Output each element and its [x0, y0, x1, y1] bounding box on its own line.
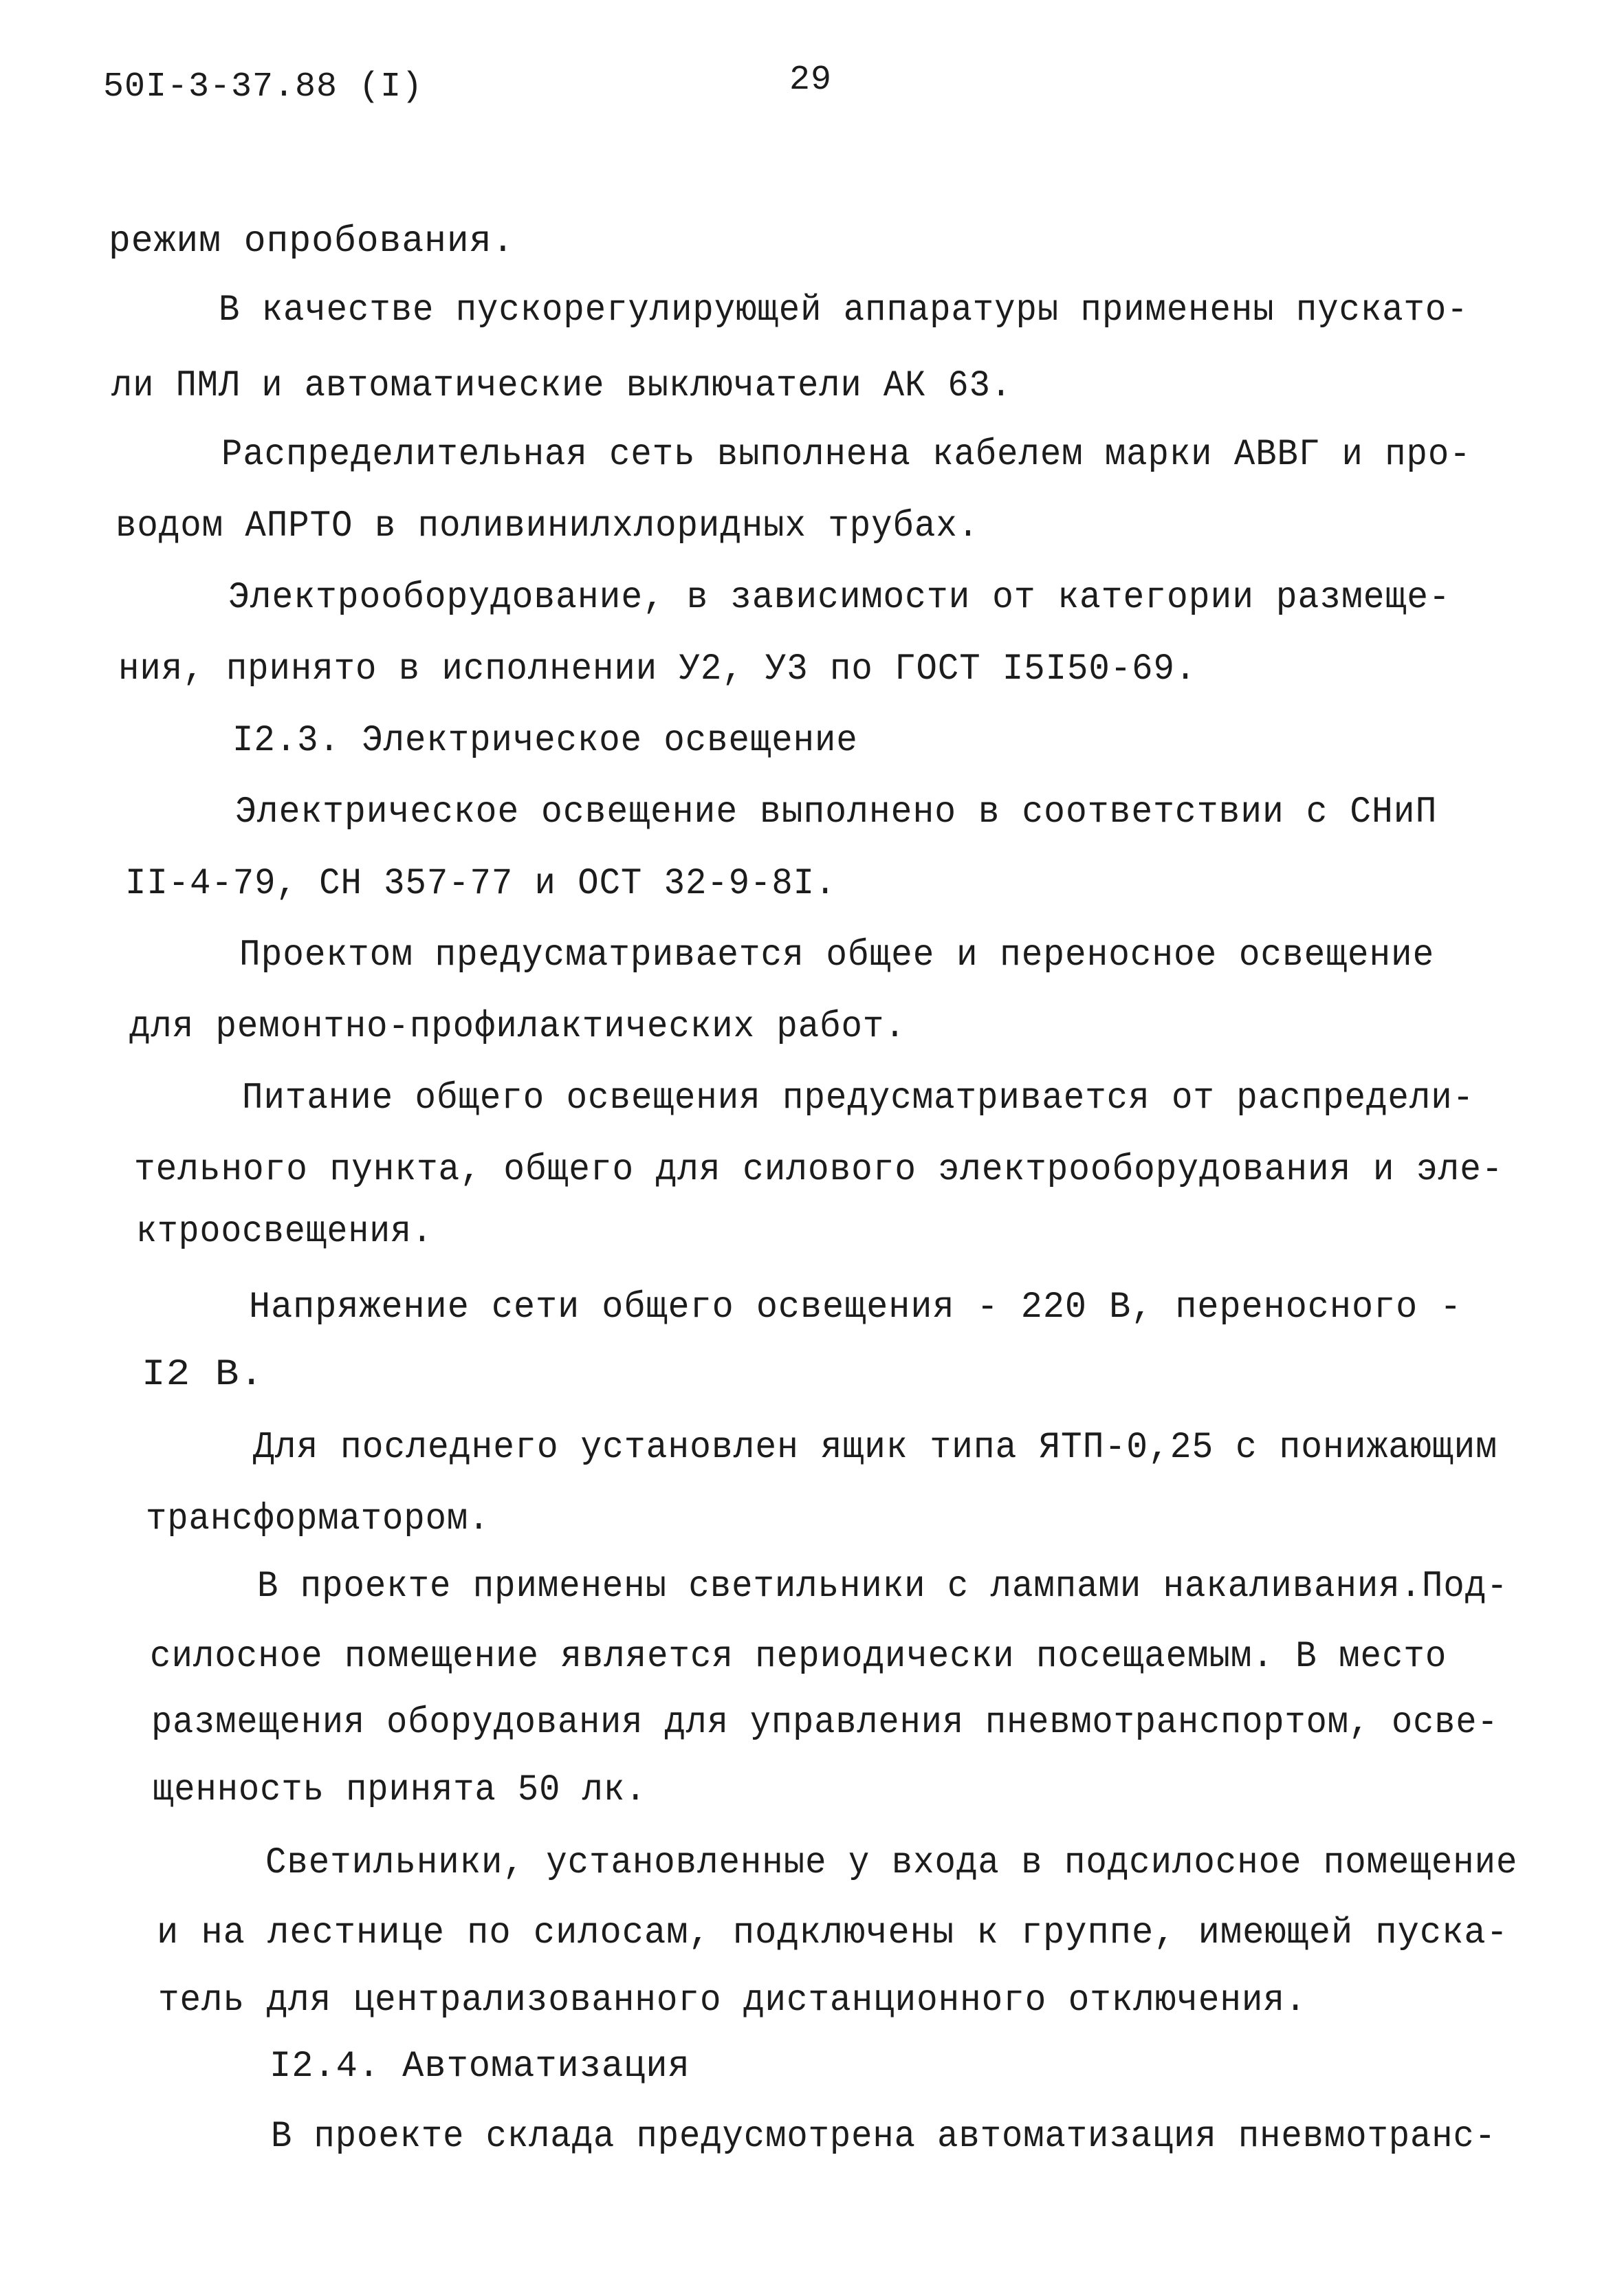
text-line: размещения оборудования для управления пневмотранспортом, осве-: [151, 1702, 1499, 1744]
text-line: Распределительная сеть выполнена кабелем марки АВВГ и про-: [221, 434, 1471, 476]
text-line: В качестве пускорегулирующей аппаратуры применены пускато-: [219, 289, 1469, 331]
document-code: 50I-3-37.88 (I): [103, 67, 424, 107]
text-line: II-4-79, СН 357-77 и ОСТ 32-9-8I.: [125, 863, 837, 905]
text-line: ния, принято в исполнении У2, У3 по ГОСТ I5I50-69.: [118, 648, 1197, 690]
text-line: Проектом предусматривается общее и переносное освещение: [239, 934, 1435, 976]
text-line: для ремонтно-профилактических работ.: [129, 1006, 906, 1048]
text-line: ктроосвещения.: [136, 1211, 433, 1253]
text-line: Для последнего установлен ящик типа ЯТП-0,25 с понижающим: [253, 1427, 1498, 1469]
page-number: 29: [789, 61, 833, 100]
text-line: щенность принята 50 лк.: [153, 1769, 647, 1811]
text-line: I2 В.: [142, 1354, 265, 1396]
text-line: силосное помещение является периодически посещаемым. В место: [150, 1636, 1447, 1678]
text-line: Питание общего освещения предусматривается от распредели-: [242, 1078, 1475, 1119]
text-line: режим опробования.: [109, 221, 515, 263]
text-line: Электрическое освещение выполнено в соответствии с СНиП: [235, 791, 1438, 833]
text-line: В проекте склада предусмотрена автоматизация пневмотранс-: [271, 2116, 1497, 2158]
text-line: Электрооборудование, в зависимости от категории размеще-: [228, 577, 1451, 619]
section-heading: I2.3. Электрическое освещение: [232, 720, 858, 762]
text-line: водом АПРТО в поливинилхлоридных трубах.: [116, 505, 980, 547]
text-line: ли ПМЛ и автоматические выключатели АК 63.: [111, 365, 1013, 407]
text-line: трансформатором.: [146, 1498, 490, 1540]
text-line: и на лестнице по силосам, подключены к группе, имеющей пуска-: [157, 1912, 1508, 1954]
text-line: тельного пункта, общего для силового электрооборудования и эле-: [134, 1149, 1504, 1191]
text-line: В проекте применены светильники с лампами накаливания.Под-: [257, 1566, 1508, 1608]
text-line: тель для централизованного дистанционного отключения.: [158, 1980, 1307, 2022]
text-line: Светильники, установленные у входа в подсилосное помещение: [265, 1842, 1518, 1884]
section-heading: I2.4. Автоматизация: [270, 2046, 690, 2088]
text-line: Напряжение сети общего освещения - 220 В, переносного -: [249, 1287, 1462, 1329]
